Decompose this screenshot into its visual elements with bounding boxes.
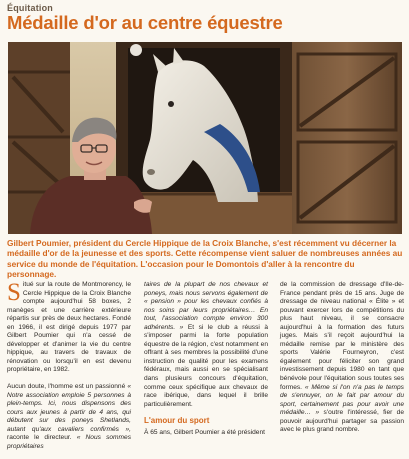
drop-cap: S (7, 279, 21, 306)
section-label: Équitation (7, 3, 53, 13)
body-paragraph: Situé sur la route de Montmorency, le Cercle Hippique de la Croix Blanche compte aujourd'hui 58 boxes, 2 manèges et une carrière extérieure répartis sur près de deux hectares. Fondé en 1966, il est dirigé depuis 1977 par Gilbert Poumier qui n'a cessé de développer et d'animer la vie du centre hippique, au travers de travaux de rénovation ou lorsqu'il en est devenu propriétaire, en 1982. (7, 279, 131, 374)
photo-man-and-white-horse-at-stable-door-icon (8, 42, 402, 234)
body-column-3 (280, 281, 404, 443)
body-paragraph: À 65 ans, Gilbert Poumier a été président (144, 428, 265, 436)
body-column-1 (7, 281, 131, 459)
body-column-2 (144, 281, 268, 445)
article-body (7, 279, 405, 450)
right-shutter (292, 42, 402, 234)
article-title: Médaille d'or au centre équestre (7, 12, 283, 33)
article-photo (8, 42, 402, 234)
body-paragraph: Aucun doute, l'homme est un passionné « Notre association emploie 5 personnes à plein-temps. Ici, nous dispensons des cours aux jeunes à partir de 4 ans, qui débutent sur des poneys Shetlands, autant qu'aux cavaliers confirmés », raconte le directeur. « Nous sommes propriétaires (7, 383, 131, 450)
article-lead: Gilbert Poumier, président du Cercle Hippique de la Croix Blanche, s'est récemment vu décerner la médaille d'or de la jeunesse et des sports. Cette récompense vient saluer de nombreuses années au service du monde de l'équitation. L'occasion pour le Domontois d'aller à la rencontre du personnage. (7, 238, 403, 280)
body-paragraph: de la commission de dressage d'Ile-de-France pendant près de 15 ans. Juge de dressage de niveau national « Élite » et pouvant exercer lors de compétitions du plus haut niveau, il se consacre aujourd'hui à la formation des futurs juges. Mais s'il reçoit aujourd'hui la médaille remise par le ministère des sports Valérie Fourneyron, c'est également pour féliciter son grand investissement depuis 1980 en tant que bénévole pour l'équitation sous toutes ses formes. « Même si l'on n'a pas le temps de s'ennuyer, on le fait par amour du sport, certainement pas pour avoir une médaille… » s'outre l'intéressé, fier de pouvoir aujourd'hui partager sa passion avec le plus grand nombre. (280, 281, 405, 434)
body-paragraph: taires de la plupart de nos chevaux et poneys, mais nous servons également de « pension » pour les chevaux confiés à nos soins par leurs propriétaires… En tout, l'association compte environ 300 adhérents. » Et si le club a réussi à s'imposer parmi la forte population équestre de la région, c'est notamment en offrant à ses membres la possibilité d'une instruction de qualité pour les examens fédéraux, mais aussi en se spécialisant dans plusieurs concours d'équitation, comme ceux spécifique aux chevaux de race ibérique, dans lequel il brille particulièrement. (144, 281, 268, 408)
body-subheading: L'amour du sport (144, 416, 210, 426)
